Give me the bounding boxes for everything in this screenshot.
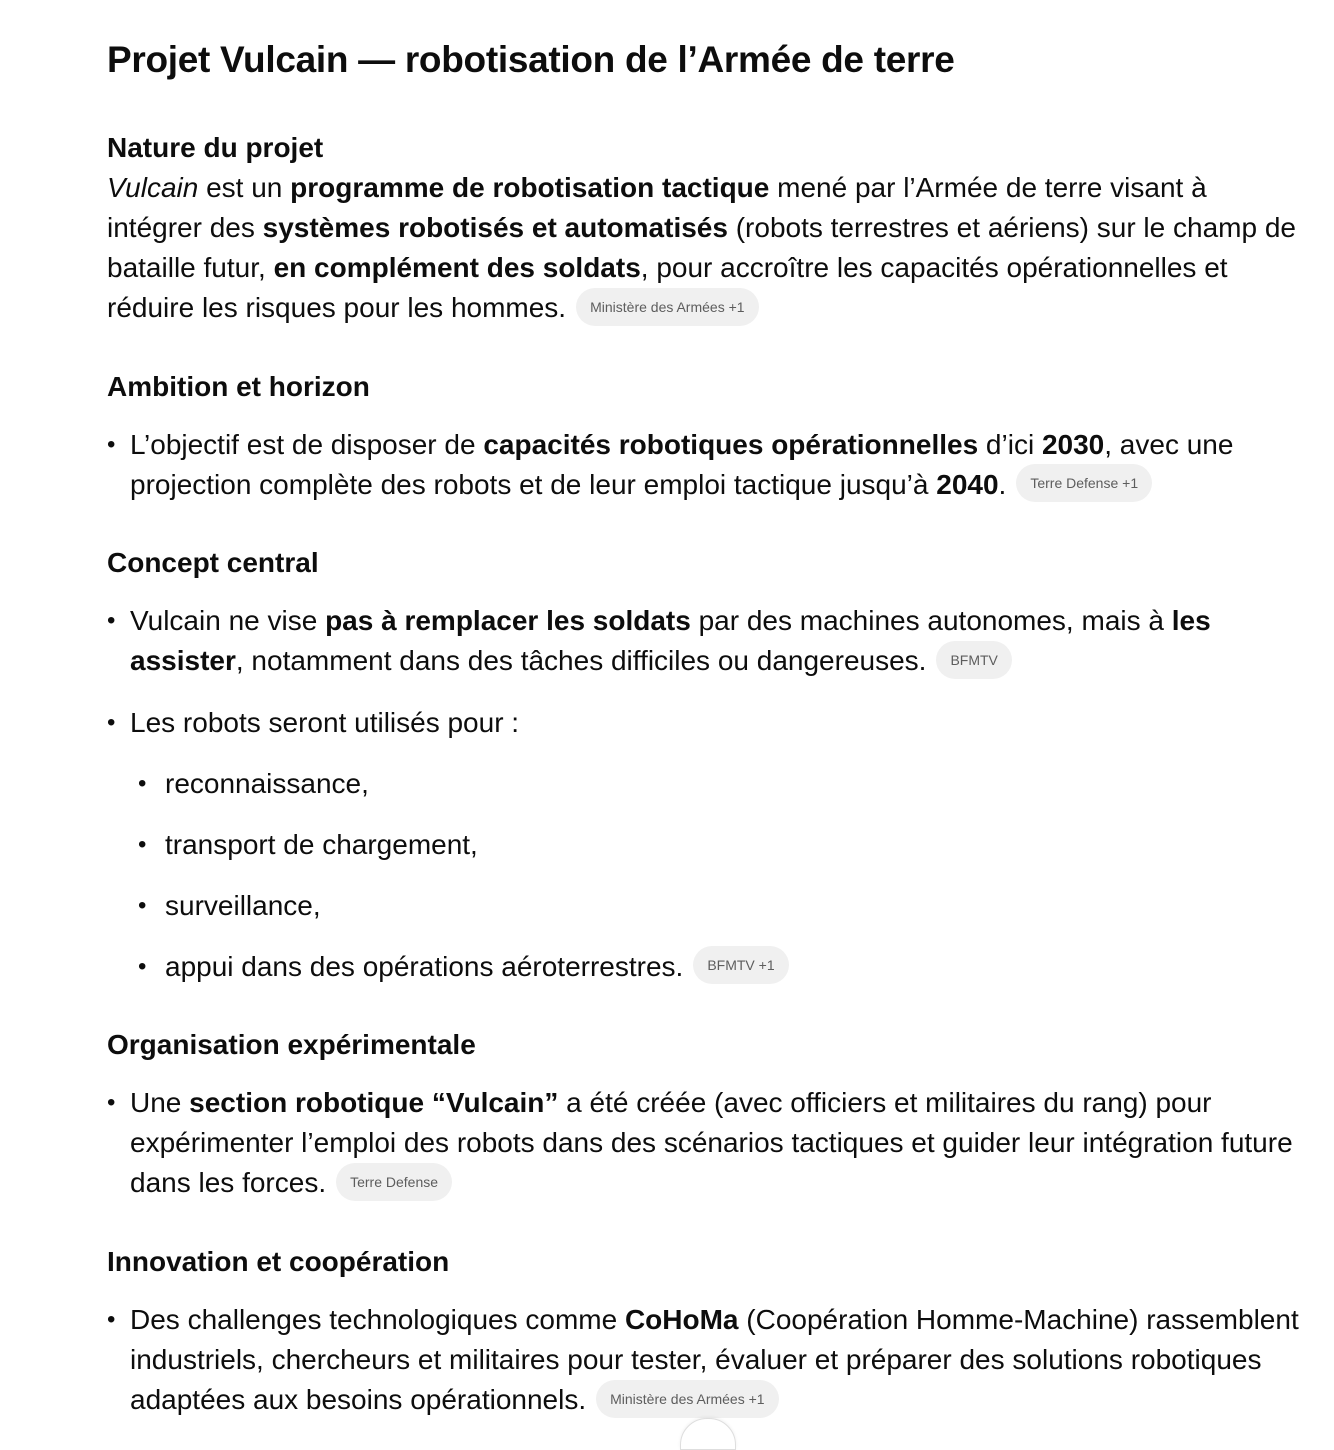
source-chip-ministere-2[interactable]: Ministère des Armées +1 [596,1380,778,1418]
source-chip-bfmtv-plus[interactable]: BFMTV +1 [693,946,788,984]
source-chip-bfmtv[interactable]: BFMTV [936,641,1011,679]
sublist-item: • appui dans des opérations aéroterrestres. BFMTV +1 [130,947,1307,988]
innovation-list [107,1300,1307,1421]
source-chip-terre-defense-2[interactable]: Terre Defense [336,1163,452,1201]
list-item: • Des challenges technologiques comme CoHoMa (Coopération Homme-Machine) rassemblent industriels, chercheurs et militaires pour tester, évaluer et préparer des solutions robotiques adaptées aux besoins opérationnels. Ministère des Armées +1 [107,1300,1307,1421]
source-chip-terre-defense[interactable]: Terre Defense +1 [1016,464,1152,502]
concept-list [107,601,1307,987]
document [107,34,1307,1421]
list-item: • L’objectif est de disposer de capacités robotiques opérationnelles d’ici 2030, avec une projection complète des robots et de leur emploi tactique jusqu’à 2040. Terre Defense +1 [107,425,1307,506]
list-item: • Une section robotique “Vulcain” a été créée (avec officiers et militaires du rang) pour expérimenter l’emploi des robots dans des scénarios tactiques et guider leur intégration future dans les forces. Terre Defense [107,1083,1307,1204]
list-item: • Les robots seront utilisés pour : • reconnaissance, • transport de chargement, • surveillance, • appui dans des opérations aéroterrestres. BFMTV +1 [107,703,1307,988]
section-heading-organisation: Organisation expérimentale [107,1029,476,1061]
organisation-list [107,1083,1307,1204]
sublist-item: • surveillance, [130,886,1307,926]
page-title: Projet Vulcain — robotisation de l’Armée de terre [107,39,955,80]
section-heading-concept: Concept central [107,547,319,579]
list-item: • Vulcain ne vise pas à remplacer les soldats par des machines autonomes, mais à les assister, notamment dans des tâches difficiles ou dangereuses. BFMTV [107,601,1307,682]
scroll-down-button[interactable] [680,1418,736,1450]
nature-paragraph: Vulcain est un programme de robotisation tactique mené par l’Armée de terre visant à intégrer des systèmes robotisés et automatisés (robots terrestres et aériens) sur le champ de bataille futur, en complément des soldats, pour accroître les capacités opérationnelles et réduire les risques pour les hommes. Ministère des Armées +1 [107,168,1307,329]
sublist-item: • reconnaissance, [130,764,1307,804]
section-heading-innovation: Innovation et coopération [107,1246,450,1278]
source-chip-ministere[interactable]: Ministère des Armées +1 [576,288,758,326]
section-heading-ambition: Ambition et horizon [107,370,370,402]
section-heading-nature: Nature du projet [107,132,324,163]
ambition-list [107,425,1307,506]
sublist-item: • transport de chargement, [130,825,1307,865]
usage-sublist [130,764,1307,988]
